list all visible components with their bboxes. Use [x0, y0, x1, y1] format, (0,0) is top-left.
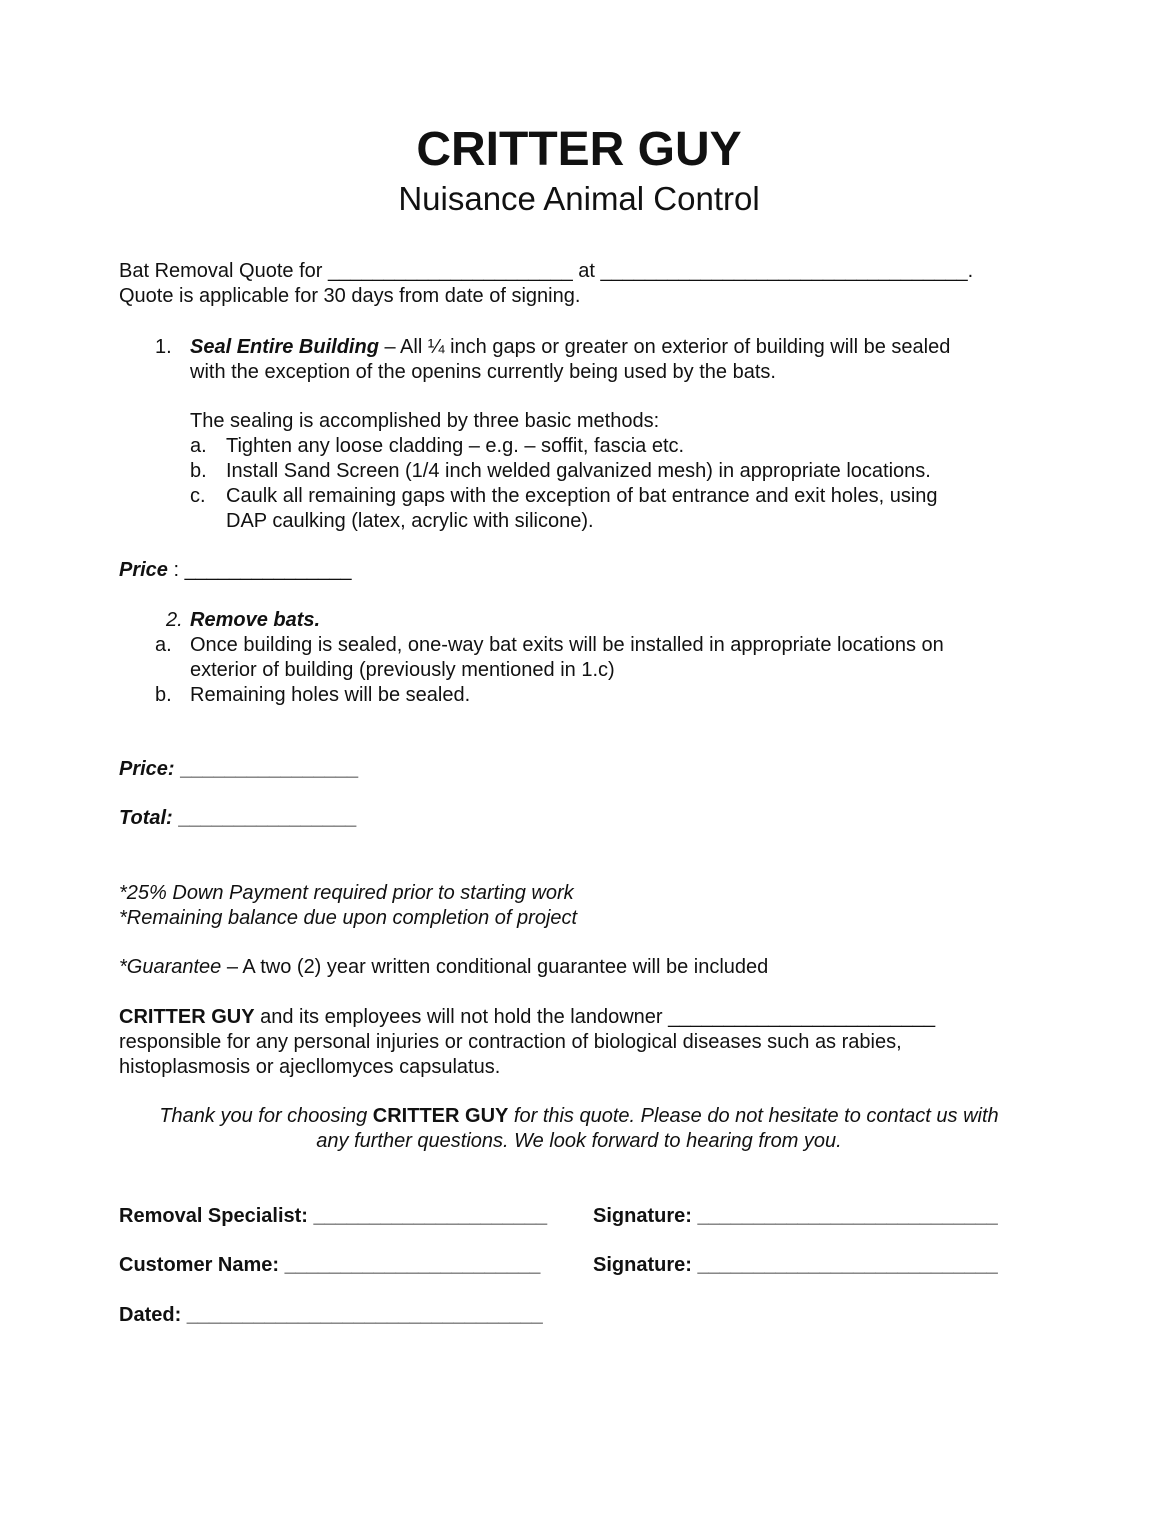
thanks-line2: any further questions. We look forward to hearing from you.	[316, 1130, 842, 1152]
section2-price-blank[interactable]: ________________	[180, 758, 359, 780]
section2-number: 2.	[166, 609, 183, 631]
total-label: Total:	[119, 807, 173, 829]
section1-text: – All ¼ inch gaps or greater on exterior of building will be sealed	[378, 336, 951, 358]
method-text: Caulk all remaining gaps with the exception of bat entrance and exit holes, using	[226, 485, 938, 507]
method-letter: a.	[190, 435, 207, 457]
thanks-line1	[0, 1104, 1158, 1129]
section2-price-label: Price:	[119, 758, 175, 780]
section1-line1	[190, 335, 950, 360]
thanks-text: for this quote. Please do not hesitate to contact us with	[508, 1105, 999, 1127]
quote-for-label: Bat Removal Quote for	[119, 260, 323, 282]
company-title: CRITTER GUY	[416, 123, 742, 176]
specialist-signature-field[interactable]: Signature: ___________________________	[593, 1205, 998, 1227]
at-blank[interactable]: _________________________________.	[600, 260, 974, 282]
price-separator: :	[167, 559, 185, 581]
removal-text: Remaining holes will be sealed.	[190, 684, 471, 706]
quote-validity: Quote is applicable for 30 days from date of signing.	[119, 285, 581, 307]
section1-number: 1.	[155, 336, 172, 358]
dated-field[interactable]: Dated: ________________________________	[119, 1304, 543, 1326]
liability-company: CRITTER GUY	[119, 1006, 255, 1028]
removal-letter: b.	[155, 684, 172, 706]
method-text: Tighten any loose cladding – e.g. – soffit, fascia etc.	[226, 435, 685, 457]
quote-for-line	[119, 259, 973, 284]
section1-price-label: Price	[119, 559, 168, 581]
thanks-text: Thank you for choosing	[159, 1105, 373, 1127]
specialist-field[interactable]: Removal Specialist: _____________________	[119, 1205, 548, 1227]
total-blank[interactable]: ________________	[178, 807, 357, 829]
methods-intro: The sealing is accomplished by three basic methods:	[190, 410, 660, 432]
method-text: Install Sand Screen (1/4 inch welded galvanized mesh) in appropriate locations.	[226, 460, 931, 482]
liability-line3: histoplasmosis or ajecllomyces capsulatus.	[119, 1056, 501, 1078]
section1-line2: with the exception of the openins currently being used by the bats.	[190, 361, 776, 383]
balance-note: *Remaining balance due upon completion of project	[119, 907, 578, 929]
company-tagline: Nuisance Animal Control	[398, 180, 760, 217]
section1-price-line	[119, 558, 351, 583]
guarantee-line	[119, 955, 768, 980]
guarantee-label: *Guarantee	[119, 956, 222, 978]
liability-line2: responsible for any personal injuries or contraction of biological diseases such as rabies,	[119, 1031, 902, 1053]
guarantee-text: – A two (2) year written conditional guarantee will be included	[221, 956, 769, 978]
customer-signature-field[interactable]: Signature: ___________________________	[593, 1254, 998, 1276]
quote-for-blank[interactable]: ______________________	[328, 260, 573, 282]
liability-text: and its employees will not hold the landowner ________________________	[254, 1006, 936, 1028]
thanks-company: CRITTER GUY	[372, 1105, 509, 1127]
total-line	[119, 806, 356, 831]
section1-heading: Seal Entire Building	[190, 336, 379, 358]
liability-line1	[119, 1005, 935, 1030]
section1-price-blank[interactable]: _______________	[184, 559, 352, 581]
removal-letter: a.	[155, 634, 172, 656]
section2-price-line	[119, 757, 358, 782]
at-label: at	[578, 260, 595, 282]
method-letter: c.	[190, 485, 206, 507]
removal-text: exterior of building (previously mentioned in 1.c)	[190, 659, 615, 681]
down-payment-note: *25% Down Payment required prior to starting work	[119, 882, 574, 904]
removal-text: Once building is sealed, one-way bat exits will be installed in appropriate locations on	[190, 634, 944, 656]
section2-heading: Remove bats.	[190, 609, 321, 631]
method-letter: b.	[190, 460, 207, 482]
customer-name-field[interactable]: Customer Name: _______________________	[119, 1254, 541, 1276]
method-text: DAP caulking (latex, acrylic with silicone).	[226, 510, 594, 532]
